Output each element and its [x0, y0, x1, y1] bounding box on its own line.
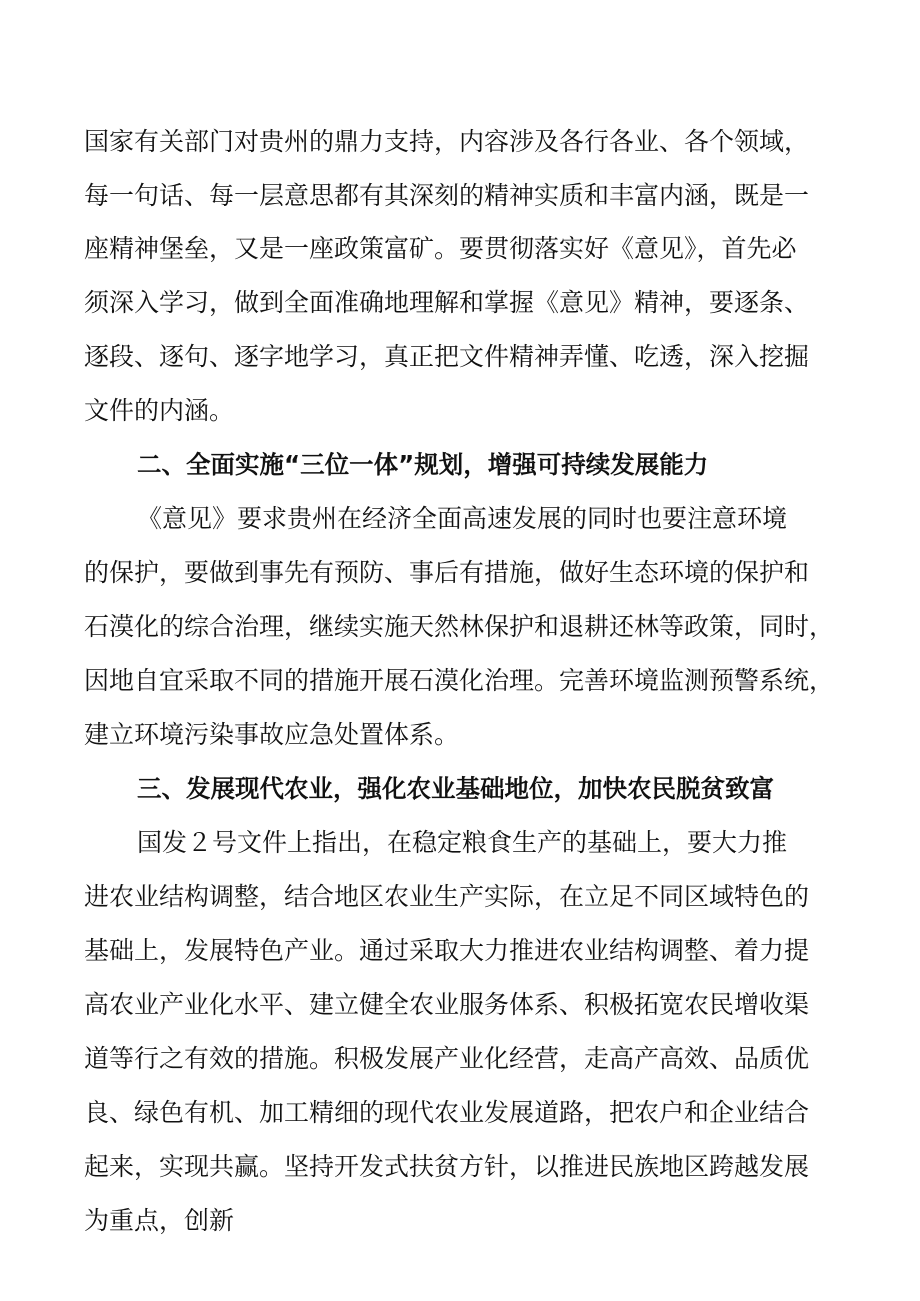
paragraph-2-line-2: 的保护，要做到事先有预防、事后有措施，做好生态环境的保护和 — [84, 558, 810, 587]
paragraph-1-line-5: 逐段、逐句、逐字地学习，真正把文件精神弄懂、吃透，深入挖掘 — [84, 342, 810, 371]
paragraph-3-line-5: 道等行之有效的措施。积极发展产业化经营，走高产高效、品质优 — [84, 1044, 810, 1073]
section-3-heading: 三、发展现代农业，强化农业基础地位，加快农民脱贫致富 — [137, 774, 774, 803]
paragraph-2-line-3: 石漠化的综合治理，继续实施天然林保护和退耕还林等政策，同时， — [84, 612, 835, 641]
paragraph-1-line-4: 须深入学习，做到全面准确地理解和掌握《意见》精神，要逐条、 — [84, 288, 810, 317]
paragraph-3-line-1: 国发２号文件上指出，在稳定粮食生产的基础上，要大力推 — [137, 828, 788, 857]
paragraph-3-line-4: 高农业产业化水平、建立健全农业服务体系、积极拓宽农民增收渠 — [84, 990, 810, 1019]
paragraph-3-line-3: 基础上，发展特色产业。通过采取大力推进农业结构调整、着力提 — [84, 936, 810, 965]
paragraph-3-line-6: 良、绿色有机、加工精细的现代农业发展道路，把农户和企业结合 — [84, 1098, 810, 1127]
paragraph-3-line-7: 起来，实现共赢。坚持开发式扶贫方针，以推进民族地区跨越发展 — [84, 1152, 810, 1181]
paragraph-1-line-3: 座精神堡垒，又是一座政策富矿。要贯彻落实好《意见》，首先必 — [84, 234, 797, 263]
paragraph-1-line-1: 国家有关部门对贵州的鼎力支持，内容涉及各行各业、各个领域， — [84, 127, 810, 156]
paragraph-2-line-4: 因地自宜采取不同的措施开展石漠化治理。完善环境监测预警系统， — [84, 666, 835, 695]
paragraph-1-line-6: 文件的内涵。 — [84, 396, 235, 425]
section-2-heading: 二、全面实施“三位一体”规划，增强可持续发展能力 — [137, 450, 709, 479]
paragraph-2-line-1: 《意见》要求贵州在经济全面高速发展的同时也要注意环境 — [137, 504, 788, 533]
paragraph-3-line-2: 进农业结构调整，结合地区农业生产实际，在立足不同区域特色的 — [84, 882, 810, 911]
paragraph-2-line-5: 建立环境污染事故应急处置体系。 — [84, 720, 460, 749]
paragraph-3-line-8: 为重点，创新 — [84, 1206, 235, 1235]
paragraph-1-line-2: 每一句话、每一层意思都有其深刻的精神实质和丰富内涵，既是一 — [84, 181, 810, 210]
